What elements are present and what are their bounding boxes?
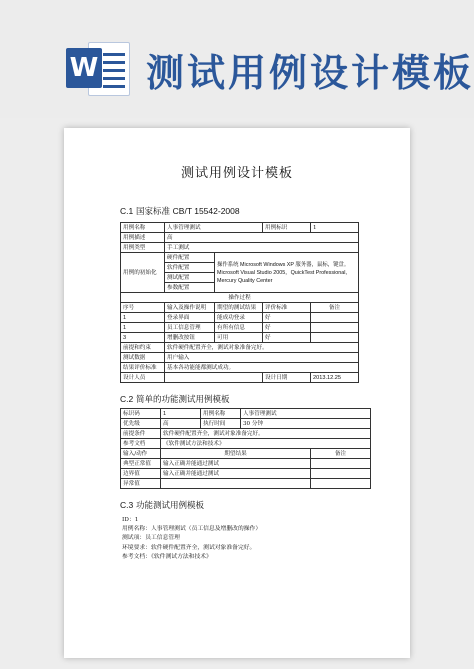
case-tracking-value: 高 — [165, 233, 359, 243]
document-title: 测试用例设计模板 — [180, 166, 293, 181]
eval-criteria-label: 结果评价标准 — [121, 363, 165, 373]
detail-line: ID：1 — [122, 517, 139, 523]
design-date-value: 2013.12.25 — [311, 373, 359, 383]
header-input: 输入及操作说明 — [165, 303, 215, 313]
section-c1-heading: C.1 国家标准 CB/T 15542-2008 — [120, 206, 240, 217]
software-config-label: 软件配置 — [165, 263, 215, 273]
test-data-label: 测试数据 — [121, 353, 165, 363]
detail-line: 测试项：员工信息管理 — [122, 535, 180, 542]
case-type-label: 用例类型 — [121, 243, 165, 253]
detail-line: 环境要求：软件硬件配置齐全，测试对象准备完好。 — [122, 544, 256, 551]
table-row: 典型正常值 输入正确并能通过测试 — [121, 459, 371, 469]
header-expected: 期望的测试结果 — [215, 303, 263, 313]
note-header: 备注 — [311, 449, 371, 459]
word-icon — [66, 40, 130, 96]
section-c3-heading: C.3 功能测试用例模板 — [120, 500, 204, 511]
expected-result-header: 期望结果 — [161, 449, 311, 459]
precondition-label: 前提条件 — [121, 429, 161, 439]
function-case-details — [122, 516, 261, 562]
exec-time-value: 30 分钟 — [241, 419, 371, 429]
case-init-label: 用例的初始化 — [121, 253, 165, 293]
test-config-label: 测试配置 — [165, 273, 215, 283]
word-letter-badge: W — [66, 48, 102, 88]
detail-line: 参考文档：《软件测试方法和技术》 — [122, 553, 212, 560]
header-criteria: 评价标准 — [263, 303, 311, 313]
precondition-value: 软件硬件配置齐全，测试对象准备完好。 — [165, 343, 359, 353]
table-row: 1 登录界面 能成功登录 好 — [121, 313, 359, 323]
exec-time-label: 执行时间 — [201, 419, 241, 429]
designer-value — [165, 373, 263, 383]
table-row: 3 增删改按钮 可用 好 — [121, 333, 359, 343]
config-value: 操作系统 Microsoft Windows XP 服务器，鼠标，键盘。Microsoft Visual Studio 2005，QuickTest Professional，Mercury Quality Center — [215, 253, 359, 293]
designer-label: 设计人员 — [121, 373, 165, 383]
header-seq: 序号 — [121, 303, 165, 313]
process-label: 操作过程 — [121, 293, 359, 303]
eval-criteria-value: 基本各功能能都测试成功。 — [165, 363, 359, 373]
case-tracking-label: 用例描述 — [121, 233, 165, 243]
national-standard-table — [120, 222, 359, 383]
case-id-label: 用例标识 — [263, 223, 311, 233]
priority-value: 高 — [161, 419, 201, 429]
section-c2-heading: C.2 简单的功能测试用例模板 — [120, 394, 230, 405]
id-value: 1 — [161, 409, 201, 419]
case-id-value: 1 — [311, 223, 359, 233]
reference-value: 《软件测试方法和技术》 — [161, 439, 371, 449]
table-row: 1 员工信息管理 有所有信息 好 — [121, 323, 359, 333]
simple-function-table — [120, 408, 371, 489]
precondition-value: 软件硬件配置齐全，测试对象准备完好。 — [161, 429, 371, 439]
case-name-value: 人事管理测试 — [165, 223, 263, 233]
name-label: 用例名称 — [201, 409, 241, 419]
param-config-label: 参数配置 — [165, 283, 215, 293]
design-date-label: 设计日期 — [263, 373, 311, 383]
banner — [0, 0, 474, 118]
header-note: 备注 — [311, 303, 359, 313]
detail-line: 用例名称：人事管理测试（员工信息及增删改的操作） — [122, 526, 262, 533]
test-data-value: 用户输入 — [165, 353, 359, 363]
precondition-label: 前提和约束 — [121, 343, 165, 353]
priority-label: 优先级 — [121, 419, 161, 429]
table-row: 异常值 — [121, 479, 371, 489]
input-action-header: 输入/动作 — [121, 449, 161, 459]
document-page — [64, 128, 410, 658]
hardware-config-label: 硬件配置 — [165, 253, 215, 263]
id-label: 标识码 — [121, 409, 161, 419]
case-type-value: 手工测试 — [165, 243, 359, 253]
name-value: 人事管理测试 — [241, 409, 371, 419]
case-name-label: 用例名称 — [121, 223, 165, 233]
banner-title: 测试用例设计模板 — [146, 51, 474, 95]
reference-label: 参考文档 — [121, 439, 161, 449]
table-row: 边界值 输入正确并能通过测试 — [121, 469, 371, 479]
